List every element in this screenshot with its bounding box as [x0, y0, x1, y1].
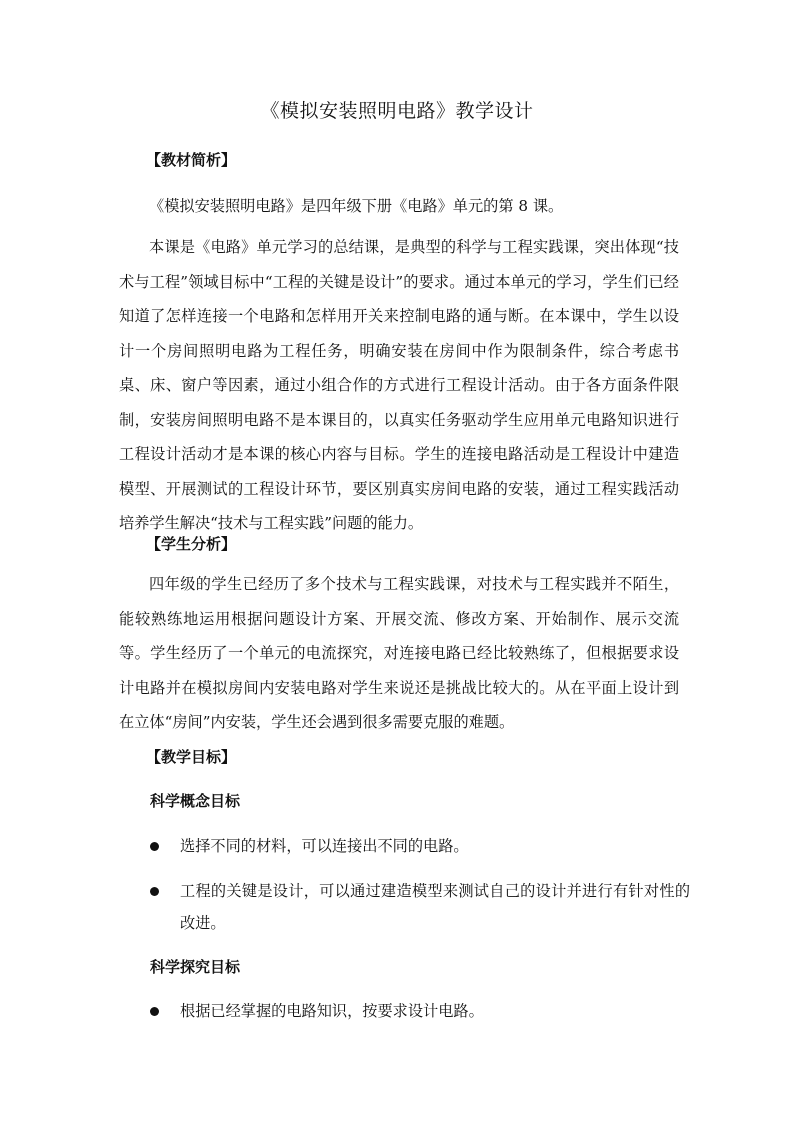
bullet-dot-icon: [150, 842, 159, 851]
paragraph-textbook-intro: 《模拟安装照明电路》是四年级下册《电路》单元的第 8 课。: [149, 197, 564, 215]
paragraph-student-analysis: 四年级的学生已经历了多个技术与工程实践课，对技术与工程实践并不陌生，能较熟练地运用根据问题设计方案、开展交流、修改方案、开始制作、展示交流等。学生经历了一个单元的电流探究，对连接电路已经比较熟练了，但根据要求设计电路并在模拟房间内安装电路对学生来说还是挑战比较大的。从在平面上设计到在立体“房间”内安装，学生还会遇到很多需要克服的难题。: [119, 575, 679, 731]
bullet-dot-icon: [150, 887, 159, 896]
list-item-text: 选择不同的材料，可以连接出不同的电路。: [180, 837, 469, 855]
list-item-concept-1: [150, 830, 690, 862]
section-heading-goals: 【教学目标】: [146, 748, 237, 766]
list-item-concept-2: [150, 875, 690, 939]
subheading-concept-goals: 科学概念目标: [150, 792, 241, 810]
subheading-inquiry-goals: 科学探究目标: [150, 958, 241, 976]
bullet-dot-icon: [150, 1007, 159, 1016]
list-item-inquiry-1: [150, 995, 690, 1027]
list-item-text: 工程的关键是设计，可以通过建造模型来测试自己的设计并进行有针对性的改进。: [180, 882, 690, 932]
section-heading-textbook: 【教材简析】: [146, 151, 237, 169]
paragraph-textbook-analysis: 本课是《电路》单元学习的总结课，是典型的科学与工程实践课，突出体现“技术与工程”领域目标中“工程的关键是设计”的要求。通过本单元的学习，学生们已经知道了怎样连接一个电路和怎样用开关来控制电路的通与断。在本课中，学生以设计一个房间照明电路为工程任务，明确安装在房间中作为限制条件，综合考虑书桌、床、窗户等因素，通过小组合作的方式进行工程设计活动。由于各方面条件限制，安装房间照明电路不是本课目的，以真实任务驱动学生应用单元电路知识进行工程设计活动才是本课的核心内容与目标。学生的连接电路活动是工程设计中建造模型、开展测试的工程设计环节，要区别真实房间电路的安装，通过工程实践活动培养学生解决“技术与工程实践”问题的能力。: [119, 238, 679, 532]
section-heading-students: 【学生分析】: [146, 535, 237, 553]
document-title: 《模拟安装照明电路》教学设计: [260, 100, 534, 122]
list-item-text: 根据已经掌握的电路知识，按要求设计电路。: [180, 1002, 484, 1020]
